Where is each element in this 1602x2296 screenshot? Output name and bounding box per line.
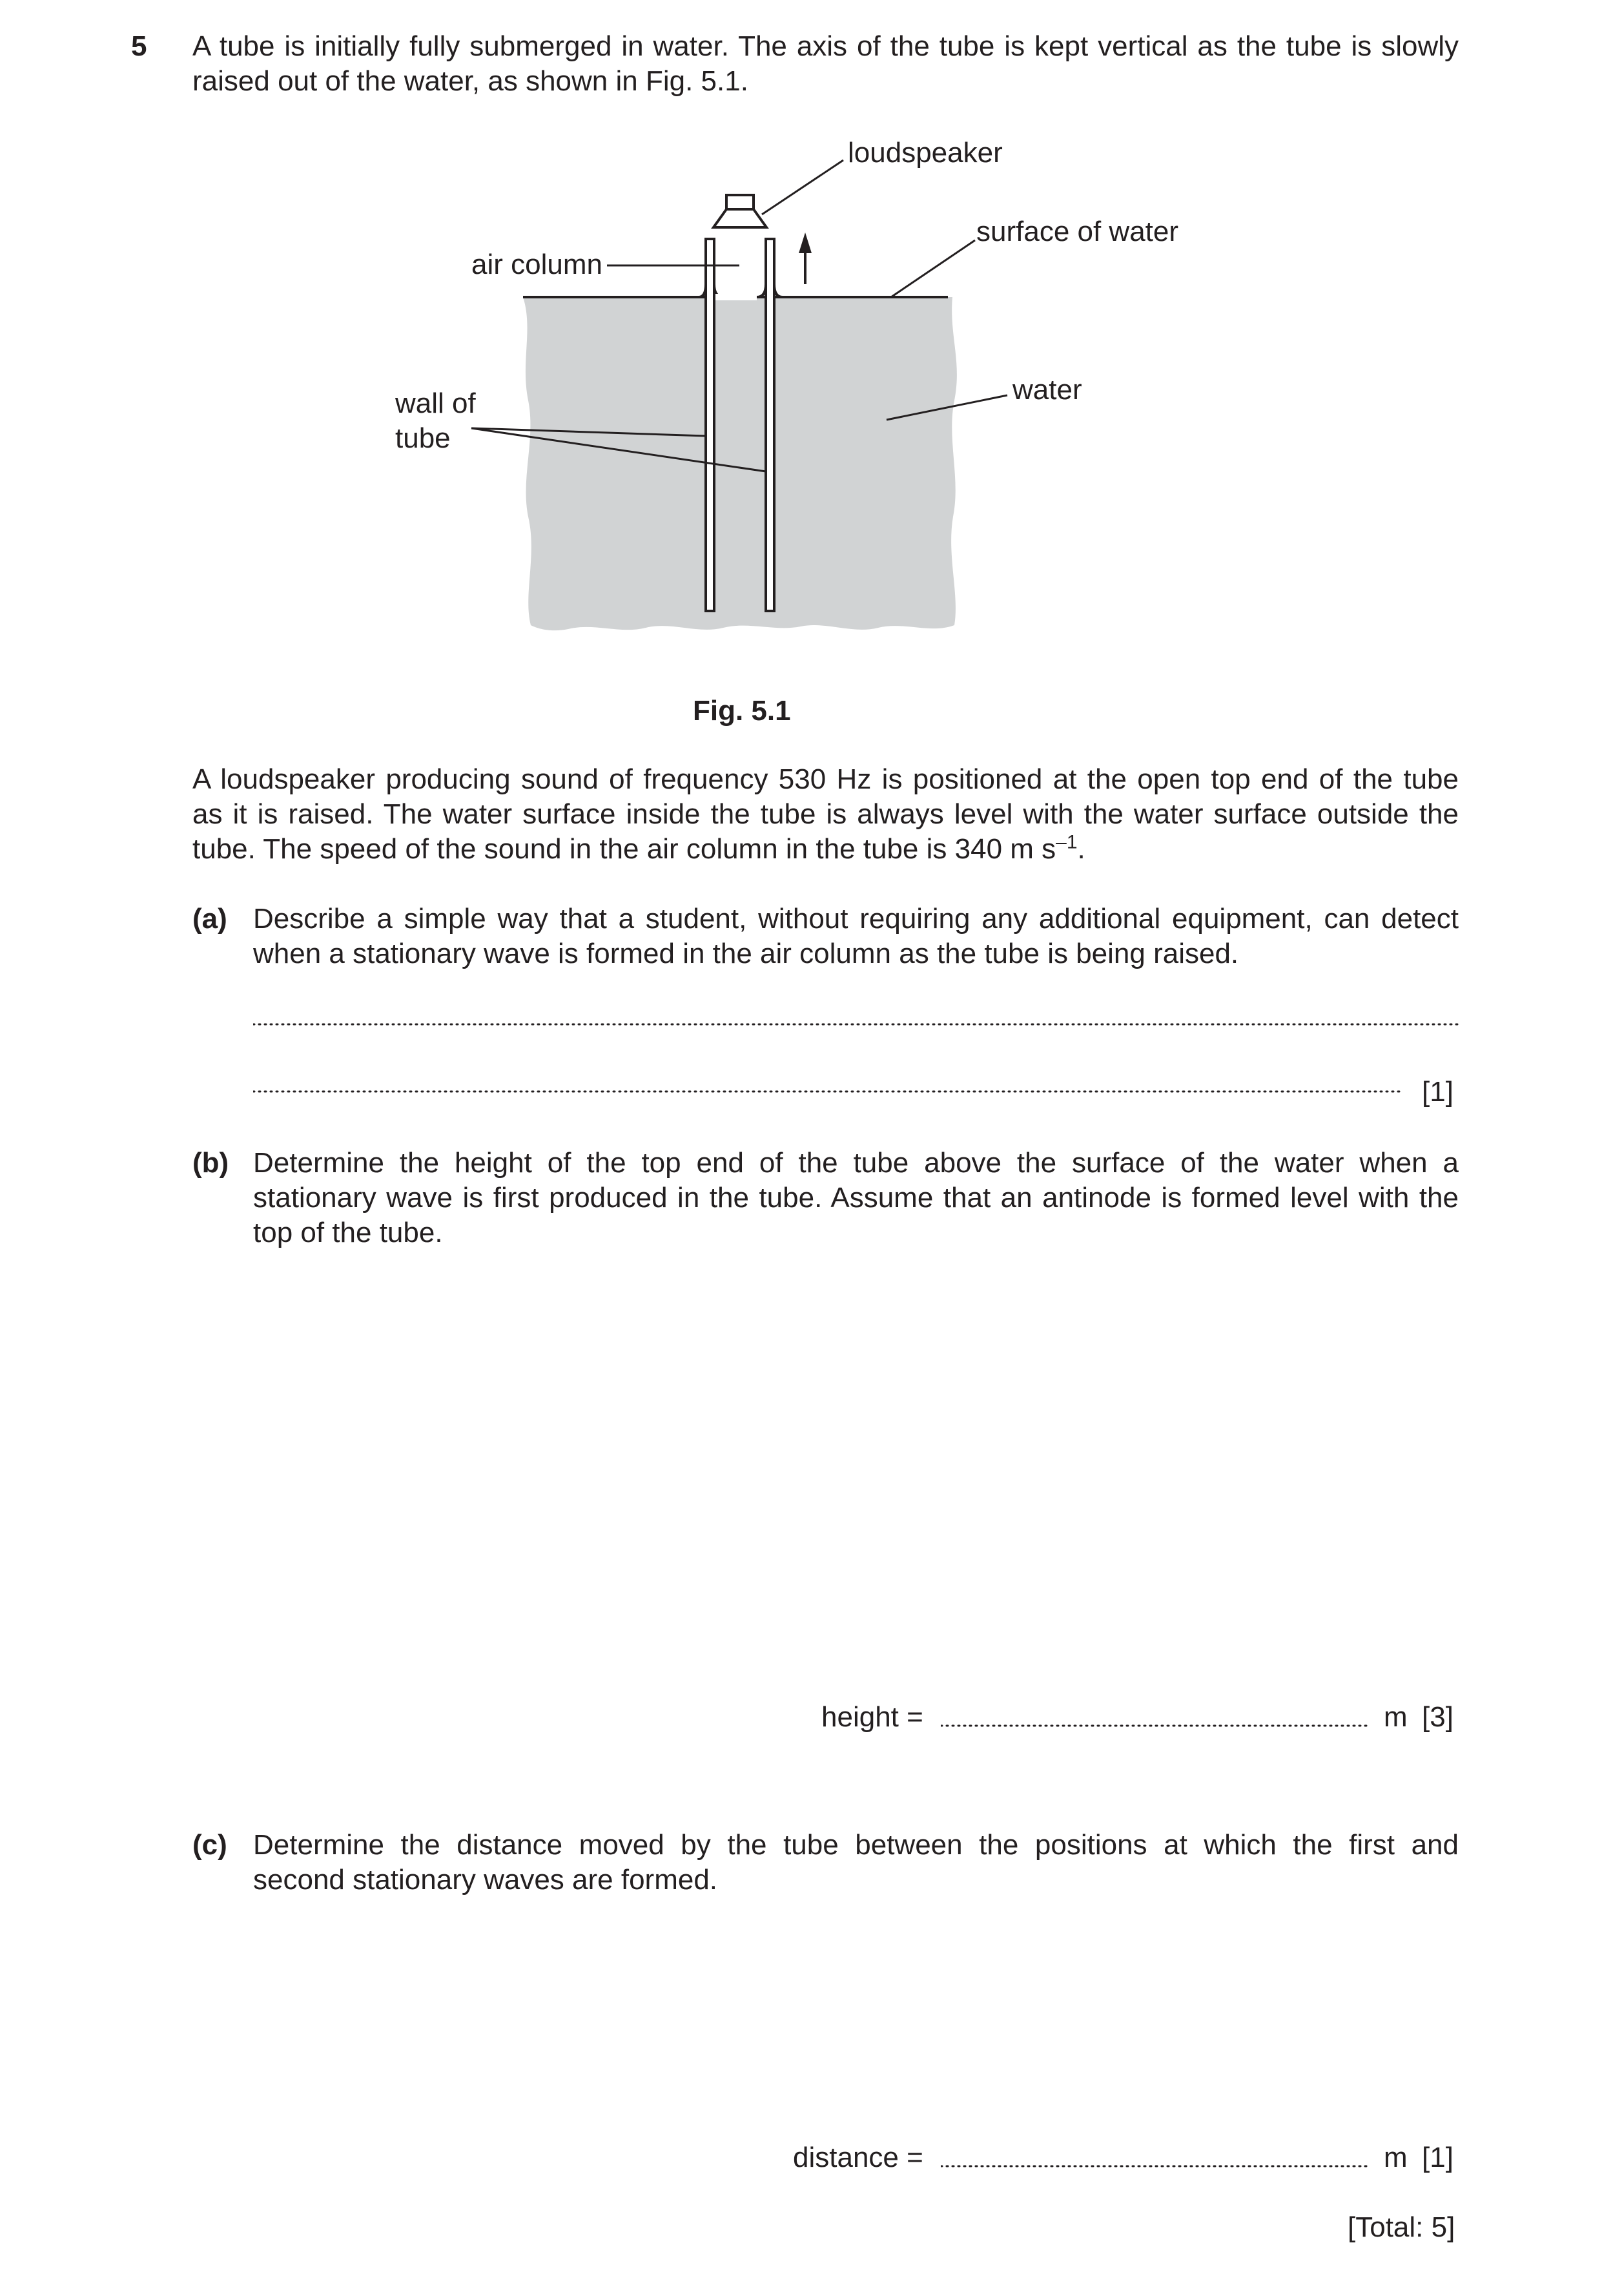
answer-line-a2[interactable]	[253, 1088, 1402, 1095]
label-water: water	[1012, 374, 1082, 406]
part-c-line-1: Determine the distance moved by the tube between the positions at which the first and	[253, 1829, 1459, 1861]
height-answer-label: height =	[821, 1701, 923, 1733]
context-paragraph	[192, 762, 1459, 867]
leader-loudspeaker	[762, 160, 843, 214]
context-line-3-text: tube. The speed of the sound in the air column in the tube is 340 m s	[192, 833, 1056, 865]
context-line-1: A loudspeaker producing sound of frequency 530 Hz is positioned at the open top end of the tube	[192, 763, 1459, 795]
part-b-label: (b)	[192, 1147, 229, 1179]
part-a-line-1: Describe a simple way that a student, without requiring any additional equipment, can detect	[253, 903, 1459, 935]
part-a-question	[253, 902, 1459, 971]
context-line-3	[192, 832, 1459, 867]
height-unit: m	[1384, 1701, 1408, 1733]
figure-tube-diagram	[0, 0, 1602, 678]
context-line-2: as it is raised. The water surface inside the tube is always level with the water surface outside the	[192, 798, 1459, 830]
part-b-line-3: top of the tube.	[253, 1217, 443, 1248]
loudspeaker-icon	[714, 195, 766, 227]
part-b-line-1: Determine the height of the top end of the tube above the surface of the water when a	[253, 1147, 1459, 1179]
context-end: .	[1077, 833, 1085, 865]
part-c-question	[253, 1828, 1459, 1898]
total-marks: [Total: 5]	[1348, 2211, 1455, 2243]
part-a-label: (a)	[192, 903, 227, 935]
label-air-column: air column	[471, 249, 602, 280]
upward-arrow-icon	[799, 233, 812, 284]
answer-line-a1[interactable]	[253, 1020, 1461, 1028]
context-superscript: –1	[1056, 831, 1078, 853]
distance-answer-label: distance =	[793, 2142, 923, 2173]
part-c-line-2: second stationary waves are formed.	[253, 1864, 718, 1896]
intro-line-1: A tube is initially fully submerged in water. The axis of the tube is kept vertical as the tube is slowly	[192, 30, 1459, 62]
label-wall-of-tube-line2: tube	[395, 422, 451, 454]
part-b-question	[253, 1146, 1459, 1250]
part-b-mark: [3]	[1422, 1701, 1453, 1733]
leader-surface	[891, 240, 975, 297]
figure-caption: Fig. 5.1	[693, 695, 791, 727]
height-answer-field[interactable]	[941, 1722, 1373, 1730]
distance-unit: m	[1384, 2142, 1408, 2173]
distance-answer-field[interactable]	[941, 2162, 1373, 2170]
label-loudspeaker: loudspeaker	[848, 137, 1003, 169]
label-surface-of-water: surface of water	[976, 216, 1179, 247]
part-c-mark: [1]	[1422, 2142, 1453, 2173]
part-a-mark: [1]	[1422, 1076, 1453, 1108]
part-b-line-2: stationary wave is first produced in the tube. Assume that an antinode is formed level with the	[253, 1182, 1459, 1214]
part-c-label: (c)	[192, 1829, 227, 1861]
water-region	[523, 297, 957, 630]
intro-line-2: raised out of the water, as shown in Fig. 5.1.	[192, 65, 748, 97]
label-wall-of-tube-line1: wall of	[395, 388, 476, 419]
part-a-line-2: when a stationary wave is formed in the air column as the tube is being raised.	[253, 938, 1239, 969]
question-number: 5	[131, 30, 147, 62]
